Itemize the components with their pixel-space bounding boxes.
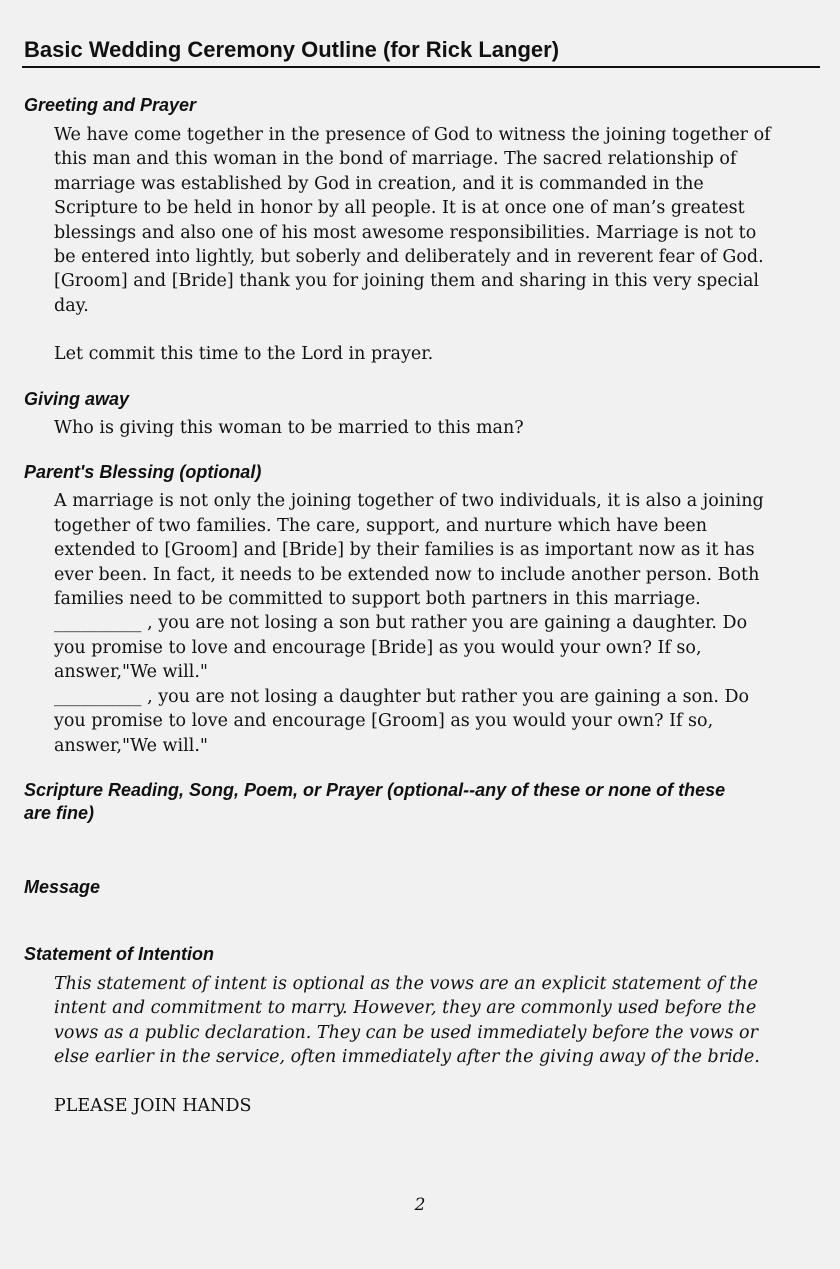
intention-line: This statement of intent is optional as the vows are an explicit statement of the (54, 974, 758, 994)
intention-line: intent and commitment to marry. However, they are commonly used before the (54, 998, 757, 1018)
blessing-line: extended to [Groom] and [Bride] by their families is as important now as it has (54, 540, 755, 560)
greeting-line: We have come together in the presence of God to witness the joining together of (54, 125, 771, 145)
section-heading-message: Message (24, 877, 101, 897)
blessing-line: __________ , you are not losing a son but rather you are gaining a daughter. Do (54, 613, 748, 633)
greeting-line: this man and this woman in the bond of marriage. The sacred relationship of (54, 149, 737, 169)
greeting-line: marriage was established by God in creation, and it is commanded in the (54, 174, 704, 194)
blessing-line: families need to be committed to support both partners in this marriage. (54, 589, 701, 609)
section-heading-giving-away: Giving away (24, 389, 130, 409)
intention-line: else earlier in the service, often immediately after the giving away of the bride. (54, 1047, 760, 1067)
giving-away-line: Who is giving this woman to be married to this man? (54, 418, 524, 438)
section-heading-parents-blessing: Parent's Blessing (optional) (24, 462, 262, 482)
blessing-line: you promise to love and encourage [Groom] as you would your own? If so, (54, 711, 714, 731)
page-title: Basic Wedding Ceremony Outline (for Rick Langer) (24, 37, 560, 62)
greeting-line: Scripture to be held in honor by all people. It is at once one of man’s greatest (54, 198, 745, 218)
page-number: 2 (414, 1195, 426, 1215)
greeting-line: [Groom] and [Bride] thank you for joining them and sharing in this very special (54, 271, 759, 291)
section-heading-scripture-cont: are fine) (24, 803, 95, 823)
section-heading-greeting: Greeting and Prayer (24, 95, 197, 115)
blessing-line: __________ , you are not losing a daughter but rather you are gaining a son. Do (54, 687, 750, 707)
greeting-line: be entered into lightly, but soberly and deliberately and in reverent fear of God. (54, 247, 764, 267)
prayer-line: Let commit this time to the Lord in prayer. (54, 344, 434, 364)
blessing-line: answer,"We will." (54, 662, 208, 682)
blessing-line: answer,"We will." (54, 736, 208, 756)
section-heading-scripture: Scripture Reading, Song, Poem, or Prayer (optional--any of these or none of these (24, 780, 726, 800)
join-hands-instruction: PLEASE JOIN HANDS (54, 1096, 252, 1116)
intention-line: vows as a public declaration. They can be used immediately before the vows or (54, 1023, 758, 1043)
greeting-line: blessings and also one of his most awesome responsibilities. Marriage is not to (54, 223, 757, 243)
title-rule (22, 66, 820, 68)
blessing-line: ever been. In fact, it needs to be extended now to include another person. Both (54, 565, 760, 585)
blessing-line: A marriage is not only the joining together of two individuals, it is also a joining (54, 491, 764, 511)
blessing-line: together of two families. The care, support, and nurture which have been (54, 516, 707, 536)
blessing-line: you promise to love and encourage [Bride] as you would your own? If so, (54, 638, 702, 658)
greeting-line: day. (54, 296, 89, 316)
section-heading-intention: Statement of Intention (24, 944, 214, 964)
